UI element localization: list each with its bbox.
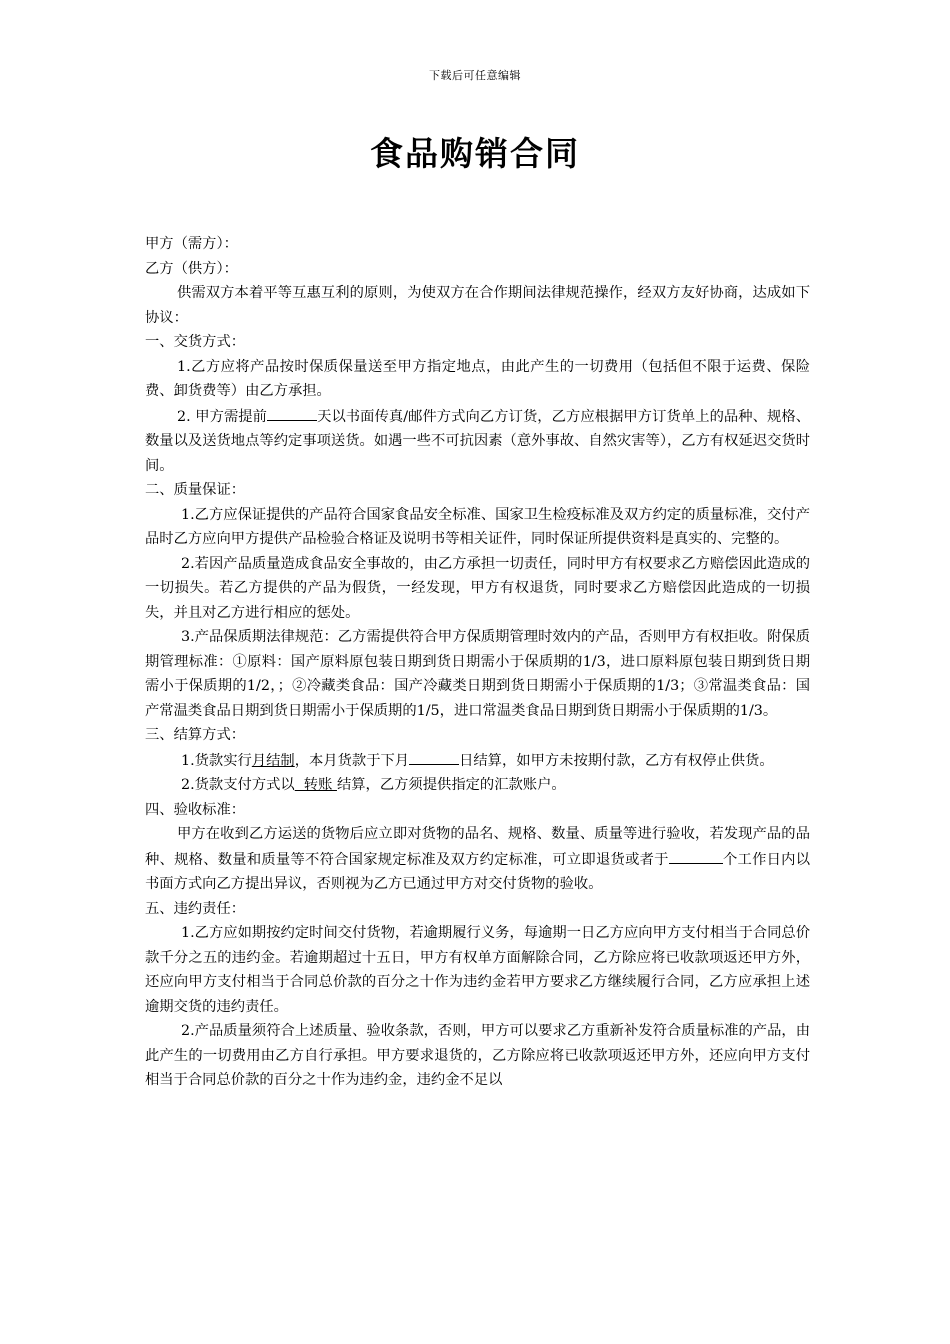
advance-days-blank <box>267 404 317 421</box>
contract-title: 食品购销合同 <box>370 134 580 173</box>
monthly-settlement-underlined: 月结制 <box>251 752 295 769</box>
party-b-line: 乙方（供方）： <box>145 260 238 277</box>
settlement-day-blank <box>409 748 459 765</box>
section-breach-heading: 五、违约责任： <box>145 900 246 917</box>
delivery-clause-1: 1.乙方应将产品按时保质保量送至甲方指定地点，由此产生的一切费用（包括但不限于运费、保险费、卸货费等）由乙方承担。 <box>145 358 810 399</box>
delivery-clause-2-text-b: 天以书面传真/邮件方式向乙方订货，乙方应根据甲方订货单上的品种、规格、数量以及送货地点等约定事项送货。如遇一些不可抗因素（意外事故、自然灾害等），乙方有权延迟交货时间。 <box>145 408 810 474</box>
header-note: 下载后可任意编辑 <box>429 69 521 82</box>
acceptance-text-b: 个工作日内以书面方式向乙方提出异议，否则视为乙方已通过甲方对交付货物的验收。 <box>145 851 811 892</box>
quality-clause-2: 2.若因产品质量造成食品安全事故的，由乙方承担一切责任，同时甲方有权要求乙方赔偿因此造成的一切损失。若乙方提供的产品为假货，一经发现，甲方有权退货，同时要求乙方赔偿因此造成的一切损失，并且对乙方进行相应的惩处。 <box>145 555 810 621</box>
section-acceptance-heading: 四、验收标准： <box>145 801 246 818</box>
quality-clause-1: 1.乙方应保证提供的产品符合国家食品安全标准、国家卫生检疫标准及双方约定的质量标准，交付产品时乙方应向甲方提供产品检验合格证及说明书等相关证件，同时保证所提供资料是真实的、完整的。 <box>145 506 810 547</box>
settlement-clause-1-text-a: 1.货款实行 <box>181 752 252 769</box>
contract-body <box>145 232 810 1093</box>
party-a-line: 甲方（需方）： <box>145 236 238 252</box>
breach-clause-2: 2.产品质量须符合上述质量、验收条款，否则，甲方可以要求乙方重新补发符合质量标准的产品，由此产生的一切费用由乙方自行承担。甲方要求退货的，乙方除应将已收款项返还甲方外，还应向甲方支付相当于合同总价款的百分之十作为违约金，违约金不足以 <box>145 1023 810 1088</box>
settlement-clause-1-text-c: 日结算，如甲方未按期付款，乙方有权停止供货。 <box>459 752 774 769</box>
settlement-clause-1-text-b: ，本月货款于下月 <box>294 752 410 769</box>
settlement-clause-2-text-b: 结算，乙方须提供指定的汇款账户。 <box>336 777 566 793</box>
quality-clause-3: 3.产品保质期法律规范：乙方需提供符合甲方保质期管理时效内的产品，否则甲方有权拒收。附保质期管理标准：①原料：国产原料原包装日期到货日期需小于保质期的1/3，进口原料原包装日期到货日期需小于保质期的1/2，；②冷藏类食品：国产冷藏类日期到货日期需小于保质期的1/3；③常温类食品：国产常温类食品日期到货日期需小于保质期的1/5，进口常温类食品日期到货日期需小于保质期的1/3。 <box>145 629 810 719</box>
section-delivery-heading: 一、交货方式： <box>145 334 246 350</box>
workdays-blank <box>669 847 723 864</box>
breach-clause-1: 1.乙方应如期按约定时间交付货物，若逾期履行义务，每逾期一日乙方应向甲方支付相当于合同总价款千分之五的违约金。若逾期超过十五日，甲方有权单方面解除合同，乙方除应将已收款项返还甲方外，还应向甲方支付相当于合同总价款的百分之十作为违约金若甲方要求乙方继续履行合同，乙方应承担上述逾期交货的违约责任。 <box>145 925 810 1015</box>
acceptance-paragraph <box>145 822 810 897</box>
acceptance-text-a: 甲方在收到乙方运送的货物后应立即对货物的品名、规格、数量、质量等进行验收，若发现产品的品种、规格、数量和质量等不符合国家规定标准及双方约定标准，可立即退货或者于 <box>145 826 810 868</box>
delivery-clause-2 <box>145 404 810 479</box>
settlement-clause-1 <box>145 748 810 774</box>
payment-method-underlined: 转账 <box>294 777 337 793</box>
settlement-clause-2-text-a: 2.货款支付方式以 <box>181 777 295 793</box>
delivery-clause-2-text-a: 2. 甲方需提前 <box>177 408 268 425</box>
settlement-clause-2 <box>145 773 810 798</box>
intro-paragraph: 供需双方本着平等互惠互利的原则，为使双方在合作期间法律规范操作，经双方友好协商，达成如下协议： <box>145 285 810 326</box>
section-settlement-heading: 三、结算方式： <box>145 727 246 743</box>
section-quality-heading: 二、质量保证： <box>145 482 246 498</box>
